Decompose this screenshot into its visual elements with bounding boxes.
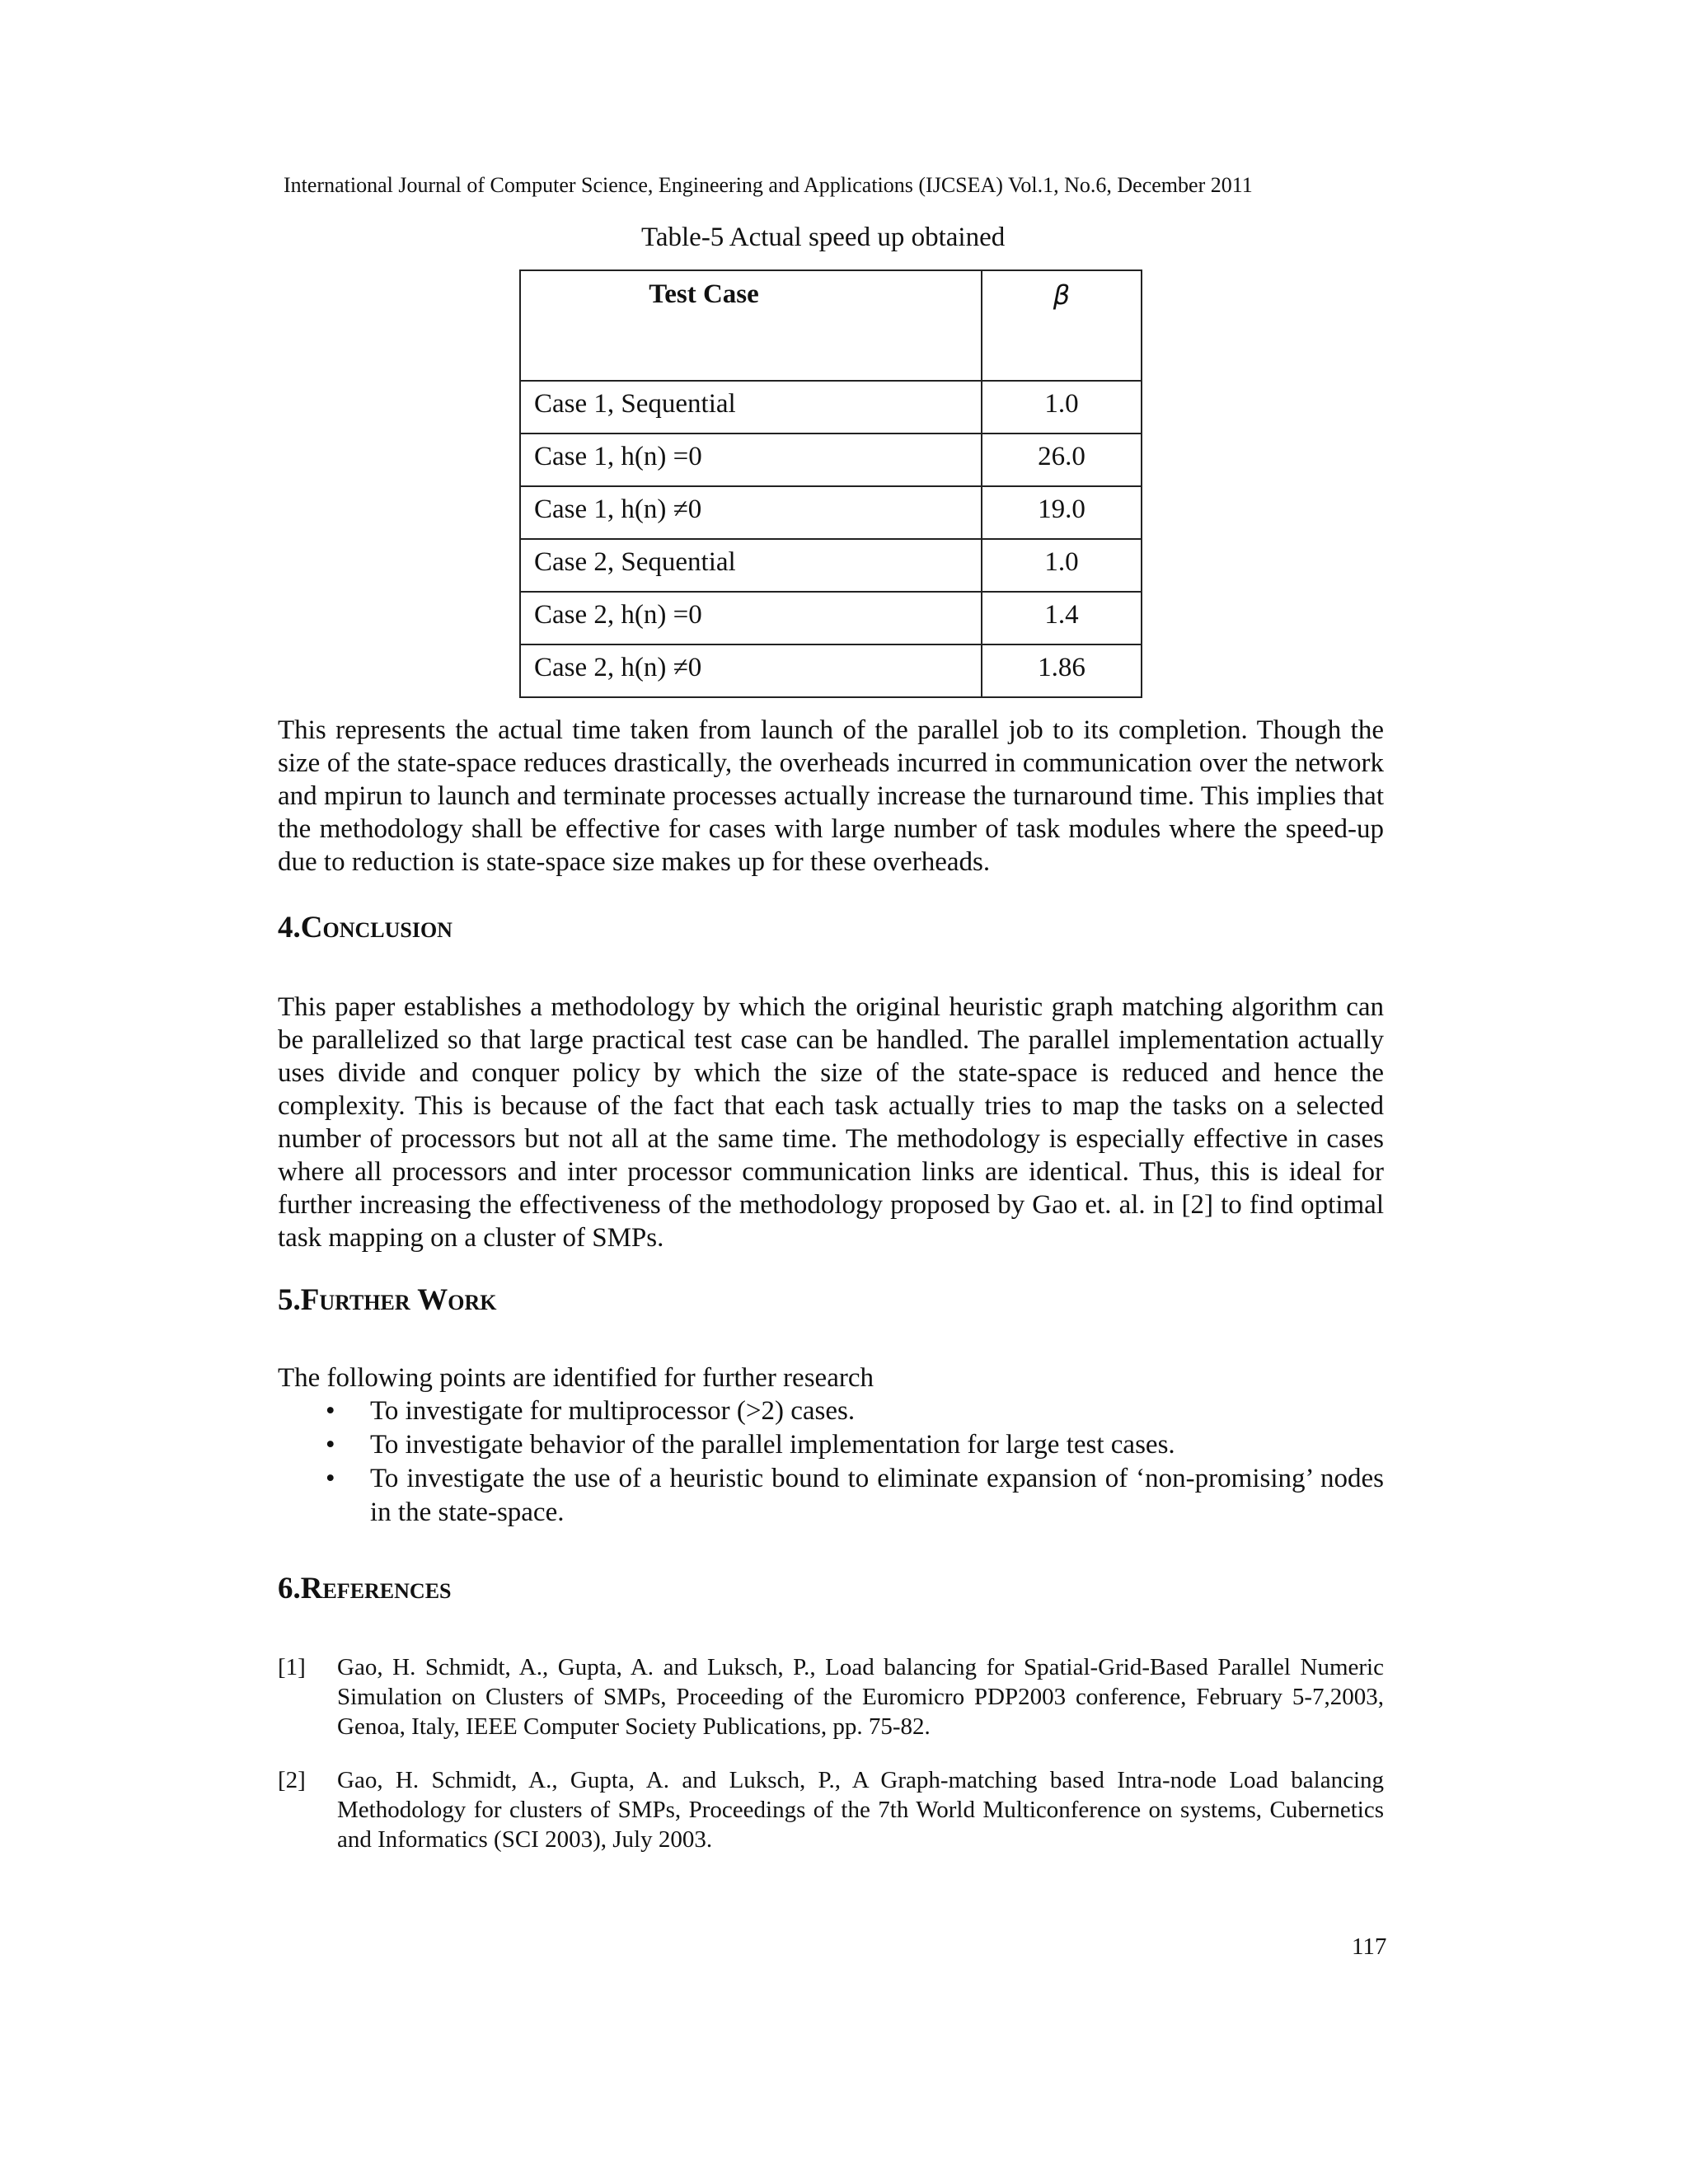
list-item — [278, 1428, 1384, 1462]
further-work-intro: The following points are identified for further research — [278, 1363, 874, 1393]
reference-text: Gao, H. Schmidt, A., Gupta, A. and Luksch, P., Load balancing for Spatial-Grid-Based Parallel Numeric Simulation on Clusters of SMPs, Proceeding of the Euromicro PDP2003 conference, February 5-7,2003, Genoa, Italy, IEEE Computer Society Publications, pp. 75-82. — [337, 1654, 1384, 1740]
reference-item — [278, 1652, 1384, 1741]
further-work-list — [278, 1394, 1384, 1530]
cell-beta: 1.0 — [982, 539, 1142, 592]
cell-test-case: Case 1, h(n) =0 — [520, 434, 982, 486]
cell-test-case: Case 1, h(n) ≠0 — [520, 486, 982, 539]
bullet-icon: • — [326, 1396, 335, 1426]
page-number: 117 — [1352, 1933, 1387, 1960]
cell-beta: 26.0 — [982, 434, 1142, 486]
reference-number: [1] — [278, 1654, 306, 1680]
list-item — [278, 1394, 1384, 1428]
table-row — [520, 486, 1142, 539]
reference-item — [278, 1765, 1384, 1854]
table-row — [520, 381, 1142, 434]
table-caption: Table-5 Actual speed up obtained — [641, 223, 1006, 252]
table-row — [520, 539, 1142, 592]
cell-test-case: Case 2, h(n) =0 — [520, 592, 982, 644]
cell-beta: 19.0 — [982, 486, 1142, 539]
list-item — [278, 1462, 1384, 1530]
list-item-text: To investigate behavior of the parallel implementation for large test cases. — [370, 1430, 1175, 1460]
bullet-icon: • — [326, 1464, 335, 1493]
table-row — [520, 434, 1142, 486]
results-paragraph: This represents the actual time taken from launch of the parallel job to its completion. Though the size of the state-space reduces drastically, the overheads incurred in communication over the network and mpirun to launch and terminate processes actually increase the turnaround time. This implies that the methodology shall be effective for cases with large number of task modules where the speed-up due to reduction is state-space size makes up for these overheads. — [278, 715, 1384, 877]
cell-test-case: Case 2, Sequential — [520, 539, 982, 592]
cell-beta: 1.86 — [982, 644, 1142, 697]
column-header-test-case: Test Case — [520, 270, 982, 381]
speedup-table — [519, 269, 1142, 698]
conclusion-heading: 4.Conclusion — [278, 911, 452, 944]
table-row — [520, 644, 1142, 697]
bullet-icon: • — [326, 1430, 335, 1460]
table-header-row — [520, 270, 1142, 381]
cell-test-case: Case 1, Sequential — [520, 381, 982, 434]
list-item-text: To investigate the use of a heuristic bound to eliminate expansion of ‘non-promising’ nodes in the state-space. — [370, 1464, 1384, 1527]
journal-header: International Journal of Computer Science, Engineering and Applications (IJCSEA) Vol.1, No.6, December 2011 — [284, 173, 1253, 197]
reference-number: [2] — [278, 1767, 306, 1793]
conclusion-paragraph: This paper establishes a methodology by which the original heuristic graph matching algorithm can be parallelized so that large practical test case can be handled. The parallel implementation actually uses divide and conquer policy by which the size of the state-space is reduced and hence the complexity. This is because of the fact that each task actually tries to map the tasks on a selected number of processors but not all at the same time. The methodology is especially effective in cases where all processors and inter processor communication links are identical. Thus, this is ideal for further increasing the effectiveness of the methodology proposed by Gao et. al. in [2] to find optimal task mapping on a cluster of SMPs. — [278, 992, 1384, 1253]
table-row — [520, 592, 1142, 644]
list-item-text: To investigate for multiprocessor (>2) cases. — [370, 1396, 856, 1426]
cell-beta: 1.0 — [982, 381, 1142, 434]
column-header-beta: β — [982, 270, 1142, 381]
cell-test-case: Case 2, h(n) ≠0 — [520, 644, 982, 697]
cell-beta: 1.4 — [982, 592, 1142, 644]
further-work-heading: 5.Further Work — [278, 1283, 497, 1317]
reference-text: Gao, H. Schmidt, A., Gupta, A. and Luksch, P., A Graph-matching based Intra-node Load balancing Methodology for clusters of SMPs, Proceedings of the 7th World Multiconference on systems, Cubernetics and Informatics (SCI 2003), July 2003. — [337, 1767, 1384, 1853]
references-heading: 6.References — [278, 1572, 452, 1605]
